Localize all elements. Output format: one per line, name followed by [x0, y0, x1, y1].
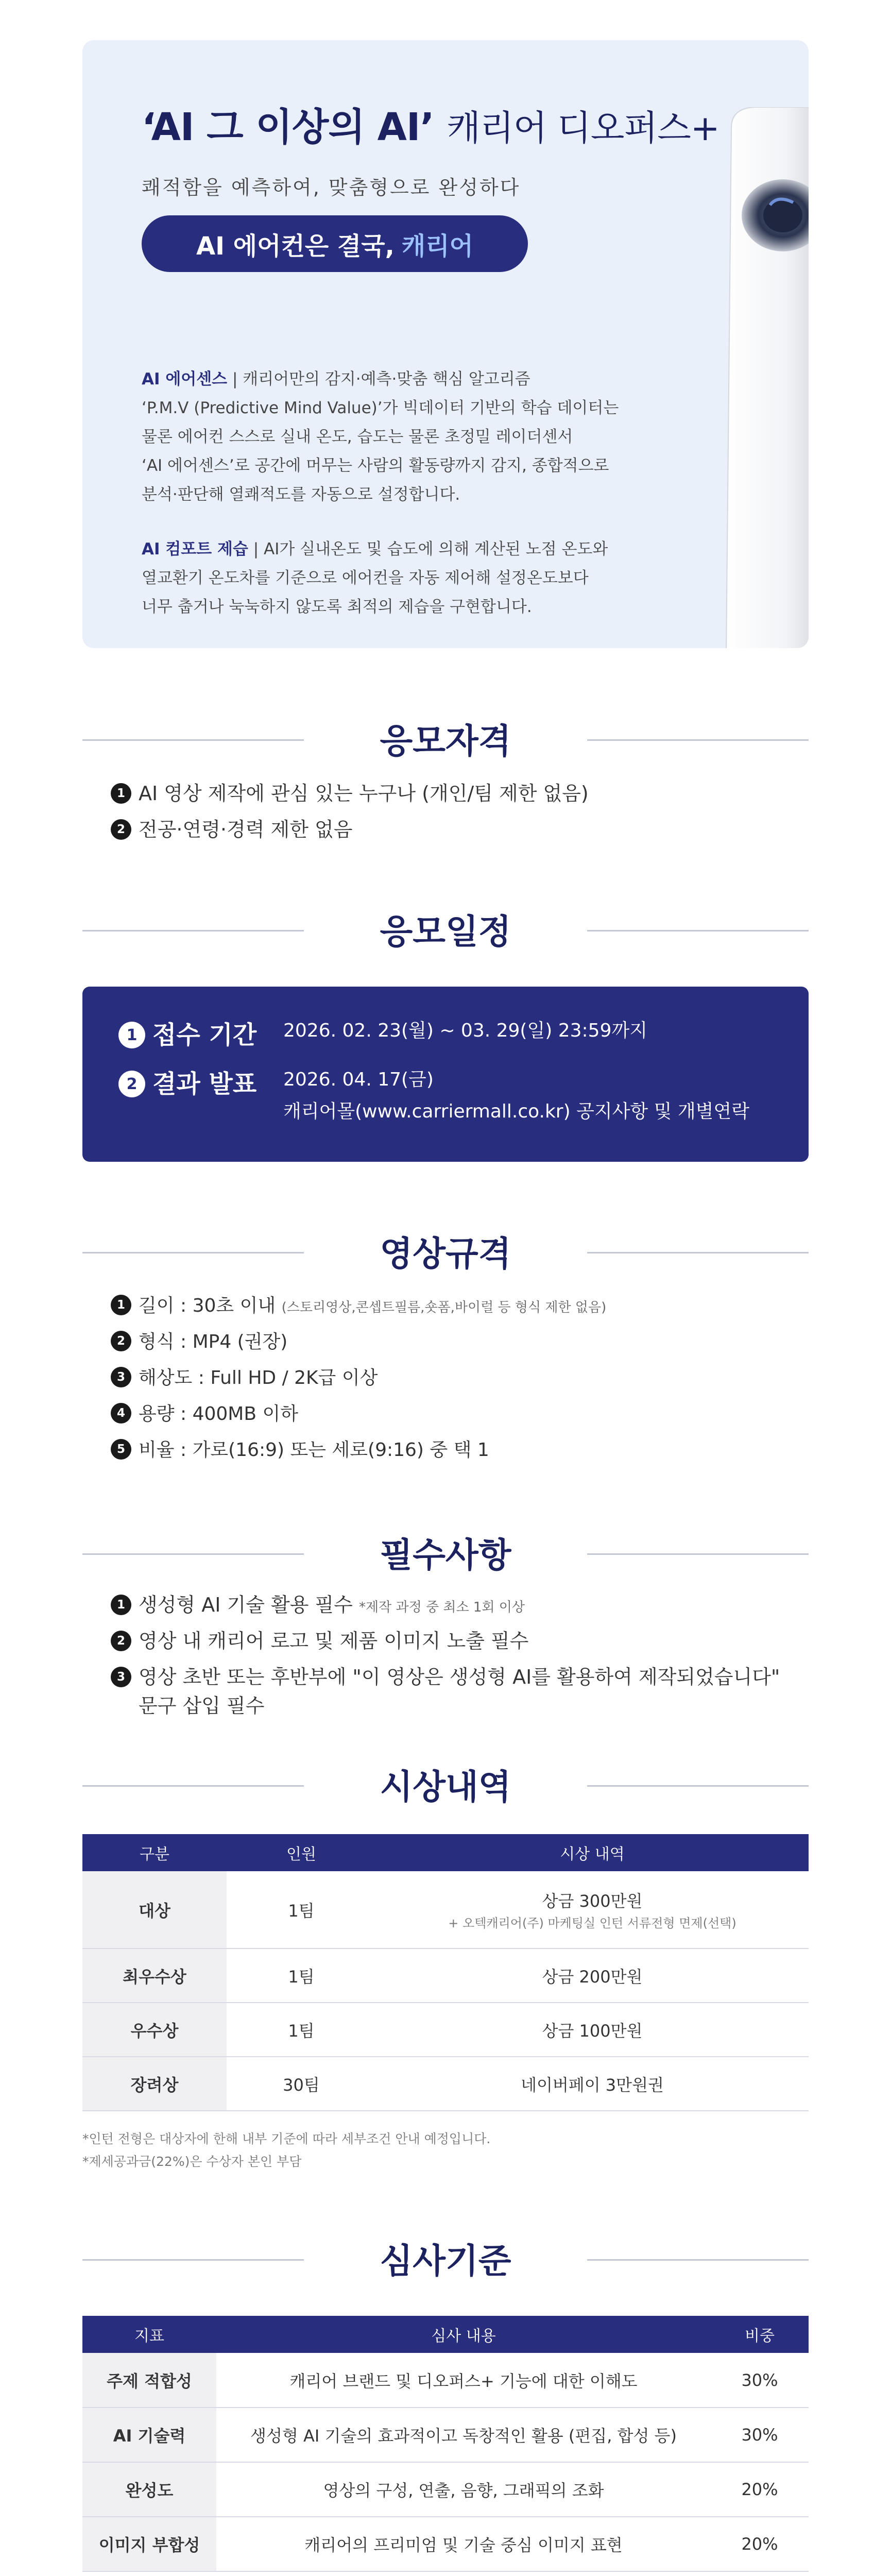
table-header: 구분 — [82, 1834, 227, 1871]
list-item — [111, 1659, 780, 1720]
table-row — [82, 2057, 809, 2111]
judging-desc: 캐리어 브랜드 및 디오퍼스+ 기능에 대한 이해도 — [216, 2353, 711, 2408]
award-prize: 네이버페이 3만원권 — [376, 2057, 809, 2111]
table-header-row — [82, 1834, 809, 1871]
award-grade: 대상 — [82, 1871, 227, 1948]
section-title: 응모일정 — [380, 912, 511, 952]
list-item — [111, 1587, 780, 1623]
hero-p1-line: | 캐리어만의 감지·예측·맞춤 핵심 알고리즘 — [232, 370, 530, 388]
required-text: 영상 내 캐리어 로고 및 제품 이미지 노출 필수 — [139, 1630, 529, 1652]
award-count: 1팀 — [227, 1948, 376, 2003]
judging-table — [82, 2316, 809, 2572]
list-item — [111, 1288, 606, 1324]
hero-title-bold: ‘AI 그 이상의 AI’ — [142, 105, 434, 149]
required-list — [111, 1587, 780, 1720]
award-count: 30팀 — [227, 2057, 376, 2111]
list-item — [111, 811, 589, 848]
section-title: 필수사항 — [380, 1535, 511, 1575]
section-header-awards — [82, 1754, 809, 1807]
schedule-label — [118, 1064, 283, 1099]
hero-p2-line: | AI가 실내온도 및 습도에 의해 계산된 노점 온도와 — [253, 540, 608, 558]
hero-p1-line: 물론 에어컨 스스로 실내 온도, 습도는 물론 초정밀 레이더센서 — [142, 428, 573, 446]
comfort-keyword: AI 컴포트 제습 — [142, 540, 248, 558]
table-row — [82, 2003, 809, 2057]
hero-description — [142, 365, 667, 647]
number-badge: 3 — [111, 1667, 131, 1687]
spec-text: 해상도 : Full HD / 2K급 이상 — [139, 1367, 378, 1388]
table-header: 비중 — [711, 2316, 809, 2353]
spec-text: 길이 : 30초 이내 — [139, 1295, 276, 1316]
spec-text: 용량 : 400MB 이하 — [139, 1403, 299, 1425]
number-badge: 2 — [111, 1331, 131, 1351]
required-text: 영상 초반 또는 후반부에 "이 영상은 생성형 AI를 활용하여 제작되었습니다" — [139, 1666, 780, 1688]
hero-p1-line: ‘AI 에어센스’로 공간에 머무는 사람의 활동량까지 감지, 종합적으로 — [142, 456, 609, 475]
table-header: 시상 내역 — [376, 1834, 809, 1871]
number-badge: 2 — [118, 1071, 145, 1097]
awards-notes — [82, 2128, 490, 2173]
hero-p2-line: 너무 춥거나 눅눅하지 않도록 최적의 제습을 구현합니다. — [142, 598, 532, 616]
qualification-text: AI 영상 제작에 관심 있는 누구나 (개인/팀 제한 없음) — [139, 782, 589, 805]
table-header: 지표 — [82, 2316, 216, 2353]
qualification-text: 전공·연령·경력 제한 없음 — [139, 818, 353, 841]
spec-text: 비율 : 가로(16:9) 또는 세로(9:16) 중 택 1 — [139, 1439, 489, 1461]
number-badge: 4 — [111, 1403, 131, 1423]
award-grade: 우수상 — [82, 2003, 227, 2057]
table-row — [82, 2353, 809, 2408]
hero-paragraph-airsense — [142, 365, 667, 509]
schedule-row-application — [118, 1015, 647, 1050]
award-prize: 상금 100만원 — [376, 2003, 809, 2057]
award-grade: 장려상 — [82, 2057, 227, 2111]
section-header-qualification — [82, 708, 809, 761]
award-prize — [376, 1871, 809, 1948]
number-badge: 1 — [118, 1022, 145, 1048]
section-title: 시상내역 — [380, 1767, 511, 1807]
hero-p1-line: ‘P.M.V (Predictive Mind Value)’가 빅데이터 기반의 학습 데이터는 — [142, 399, 619, 417]
hero-pill — [142, 215, 528, 272]
divider-line — [587, 739, 809, 741]
spec-note: (스토리영상,콘셉트필름,숏폼,바이럴 등 형식 제한 없음) — [281, 1300, 607, 1315]
hero-pill-text: AI 에어컨은 결국, — [196, 231, 395, 261]
prize-text: 상금 300만원 — [542, 1891, 643, 1911]
number-badge: 2 — [111, 1631, 131, 1651]
judging-metric: AI 기술력 — [82, 2408, 216, 2462]
spec-text: 형식 : MP4 (권장) — [139, 1331, 288, 1352]
divider-line — [587, 1553, 809, 1555]
list-item — [111, 1324, 606, 1360]
table-row — [82, 2408, 809, 2462]
number-badge: 1 — [111, 1295, 131, 1315]
prize-note: + 오텍캐리어(주) 마케팅실 인턴 서류전형 면제(선택) — [448, 1916, 736, 1930]
schedule-value — [283, 1064, 749, 1128]
list-item — [111, 1396, 606, 1432]
required-text-cont: 문구 삽입 필수 — [139, 1694, 265, 1717]
judging-desc: 캐리어의 프리미엄 및 기술 중심 이미지 표현 — [216, 2517, 711, 2571]
number-badge: 5 — [111, 1439, 131, 1460]
awards-note: *제세공과금(22%)은 수상자 본인 부담 — [82, 2154, 302, 2169]
number-badge: 1 — [111, 783, 131, 804]
judging-metric: 완성도 — [82, 2462, 216, 2517]
number-badge: 1 — [111, 1595, 131, 1615]
judging-weight: 20% — [711, 2517, 809, 2571]
award-count: 1팀 — [227, 1871, 376, 1948]
required-text: 생성형 AI 기술 활용 필수 — [139, 1594, 353, 1616]
list-item — [111, 1360, 606, 1396]
schedule-label — [118, 1015, 283, 1050]
divider-line — [587, 1252, 809, 1253]
hero-pill-accent: 캐리어 — [401, 231, 473, 261]
judging-weight: 30% — [711, 2408, 809, 2462]
award-grade: 최우수상 — [82, 1948, 227, 2003]
judging-metric: 이미지 부합성 — [82, 2517, 216, 2571]
judging-weight: 20% — [711, 2462, 809, 2517]
table-row — [82, 2517, 809, 2571]
hero-paragraph-comfort — [142, 535, 667, 621]
judging-weight: 30% — [711, 2353, 809, 2408]
hero-title — [142, 97, 719, 151]
hero-p1-line: 분석·판단해 열쾌적도를 자동으로 설정합니다. — [142, 485, 460, 504]
divider-line — [587, 2259, 809, 2261]
divider-line — [587, 1785, 809, 1787]
list-item — [111, 1432, 606, 1468]
table-row — [82, 1871, 809, 1948]
list-item — [111, 775, 589, 811]
hero-subtitle: 쾌적함을 예측하여, 맞춤형으로 완성하다 — [142, 176, 521, 199]
hero-banner — [82, 40, 809, 648]
table-row — [82, 1948, 809, 2003]
hero-p2-line: 열교환기 온도차를 기준으로 에어컨을 자동 제어해 설정온도보다 — [142, 569, 589, 587]
announce-channel: 캐리어몰(www.carriermall.co.kr) 공지사항 및 개별연락 — [283, 1101, 749, 1122]
air-conditioner-image — [721, 107, 809, 648]
awards-note: *인턴 전형은 대상자에 한해 내부 기준에 따라 세부조건 안내 예정입니다. — [82, 2131, 491, 2146]
number-badge: 3 — [111, 1367, 131, 1387]
judging-desc: 영상의 구성, 연출, 음향, 그래픽의 조화 — [216, 2462, 711, 2517]
hero-title-light: 캐리어 디오퍼스+ — [447, 108, 719, 149]
qualification-list — [111, 775, 589, 848]
schedule-value: 2026. 02. 23(월) ~ 03. 29(일) 23:59까지 — [283, 1020, 648, 1041]
divider-line — [587, 930, 809, 931]
number-badge: 2 — [111, 819, 131, 840]
list-item — [111, 1623, 780, 1659]
award-count: 1팀 — [227, 2003, 376, 2057]
section-header-schedule — [82, 899, 809, 952]
announce-date: 2026. 04. 17(금) — [283, 1069, 434, 1090]
label-text: 결과 발표 — [152, 1070, 257, 1098]
award-prize: 상금 200만원 — [376, 1948, 809, 2003]
judging-desc: 생성형 AI 기술의 효과적이고 독창적인 활용 (편집, 합성 등) — [216, 2408, 711, 2462]
airsense-keyword: AI 에어센스 — [142, 370, 228, 388]
section-header-spec — [82, 1221, 809, 1274]
section-title: 심사기준 — [380, 2241, 511, 2281]
section-header-judging — [82, 2228, 809, 2281]
table-header: 심사 내용 — [216, 2316, 711, 2353]
schedule-box — [82, 987, 809, 1162]
section-title: 영상규격 — [380, 1234, 511, 1274]
section-title: 응모자격 — [380, 721, 511, 761]
table-header-row — [82, 2316, 809, 2353]
required-note: *제작 과정 중 최소 1회 이상 — [359, 1600, 525, 1615]
table-header: 인원 — [227, 1834, 376, 1871]
awards-table — [82, 1834, 809, 2111]
spec-list — [111, 1288, 606, 1468]
table-row — [82, 2462, 809, 2517]
section-header-required — [82, 1522, 809, 1575]
judging-metric: 주제 적합성 — [82, 2353, 216, 2408]
label-text: 접수 기간 — [152, 1021, 257, 1049]
schedule-row-announcement — [118, 1064, 749, 1128]
